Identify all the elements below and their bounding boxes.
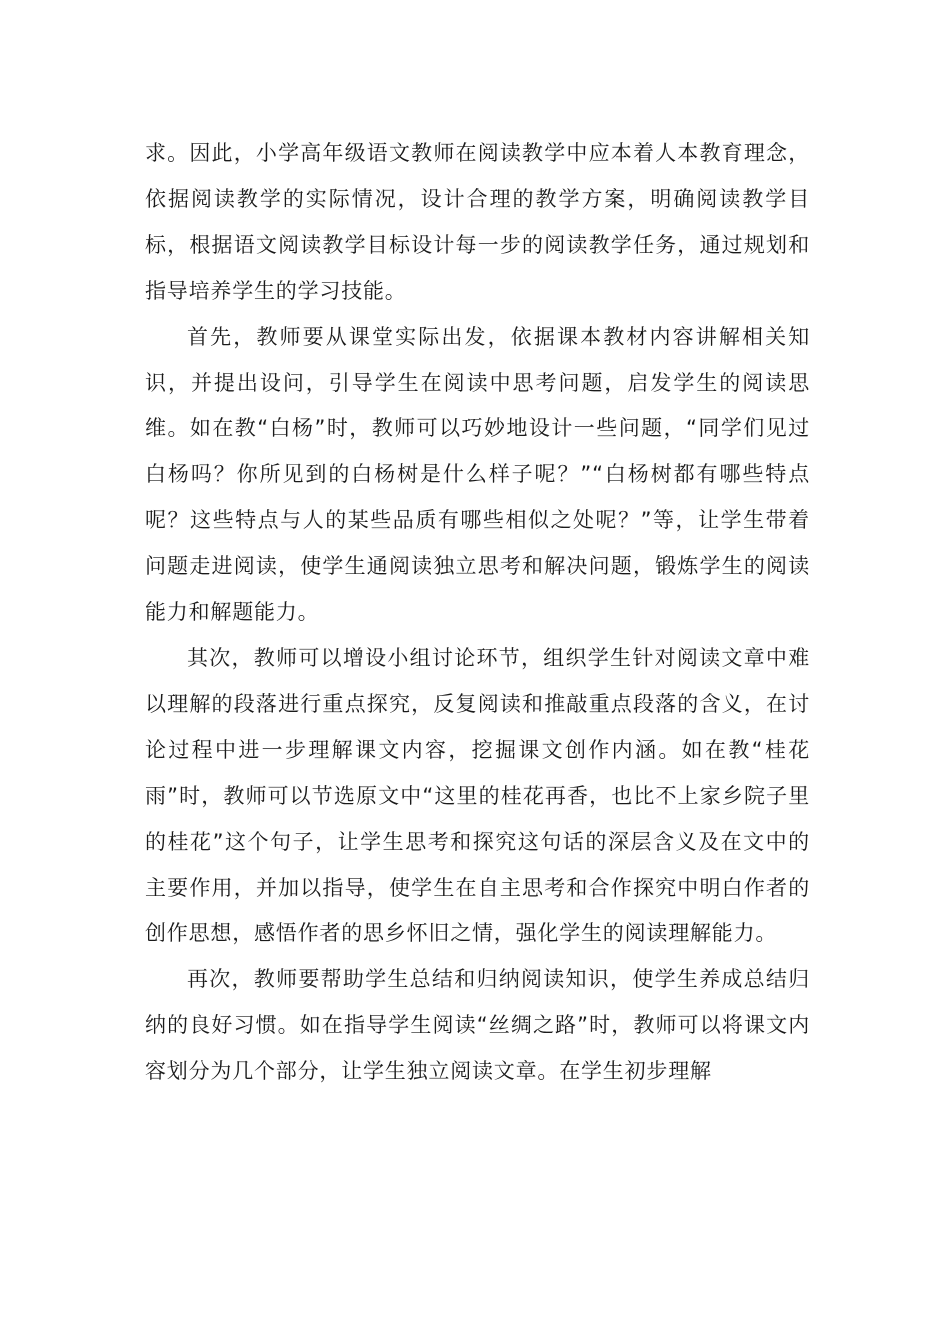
document-body [145,131,810,1095]
paragraph-third: 再次，教师要帮助学生总结和归纳阅读知识，使学生养成总结归纳的良好习惯。如在指导学生阅读“丝绸之路”时，教师可以将课文内容划分为几个部分，让学生独立阅读文章。在学生初步理解 [145,967,810,1084]
paragraph-second: 其次，教师可以增设小组讨论环节，组织学生针对阅读文章中难以理解的段落进行重点探究，反复阅读和推敲重点段落的含义，在讨论过程中进一步理解课文内容，挖掘课文创作内涵。如在教“桂花雨”时，教师可以节选原文中“这里的桂花再香，也比不上家乡院子里的桂花”这个句子，让学生思考和探究这句话的深层含义及在文中的主要作用，并加以指导，使学生在自主思考和合作探究中明白作者的创作思想，感悟作者的思乡怀旧之情，强化学生的阅读理解能力。 [145,645,810,946]
paragraph-first: 首先，教师要从课堂实际出发，依据课本教材内容讲解相关知识，并提出设问，引导学生在阅读中思考问题，启发学生的阅读思维。如在教“白杨”时，教师可以巧妙地设计一些问题，“同学们见过白杨吗？你所见到的白杨树是什么样子呢？”“白杨树都有哪些特点呢？这些特点与人的某些品质有哪些相似之处呢？”等，让学生带着问题走进阅读，使学生通阅读独立思考和解决问题，锻炼学生的阅读能力和解题能力。 [145,324,810,625]
paragraph-continued: 求。因此，小学高年级语文教师在阅读教学中应本着人本教育理念，依据阅读教学的实际情况，设计合理的教学方案，明确阅读教学目标，根据语文阅读教学目标设计每一步的阅读教学任务，通过规划和指导培养学生的学习技能。 [145,141,810,303]
